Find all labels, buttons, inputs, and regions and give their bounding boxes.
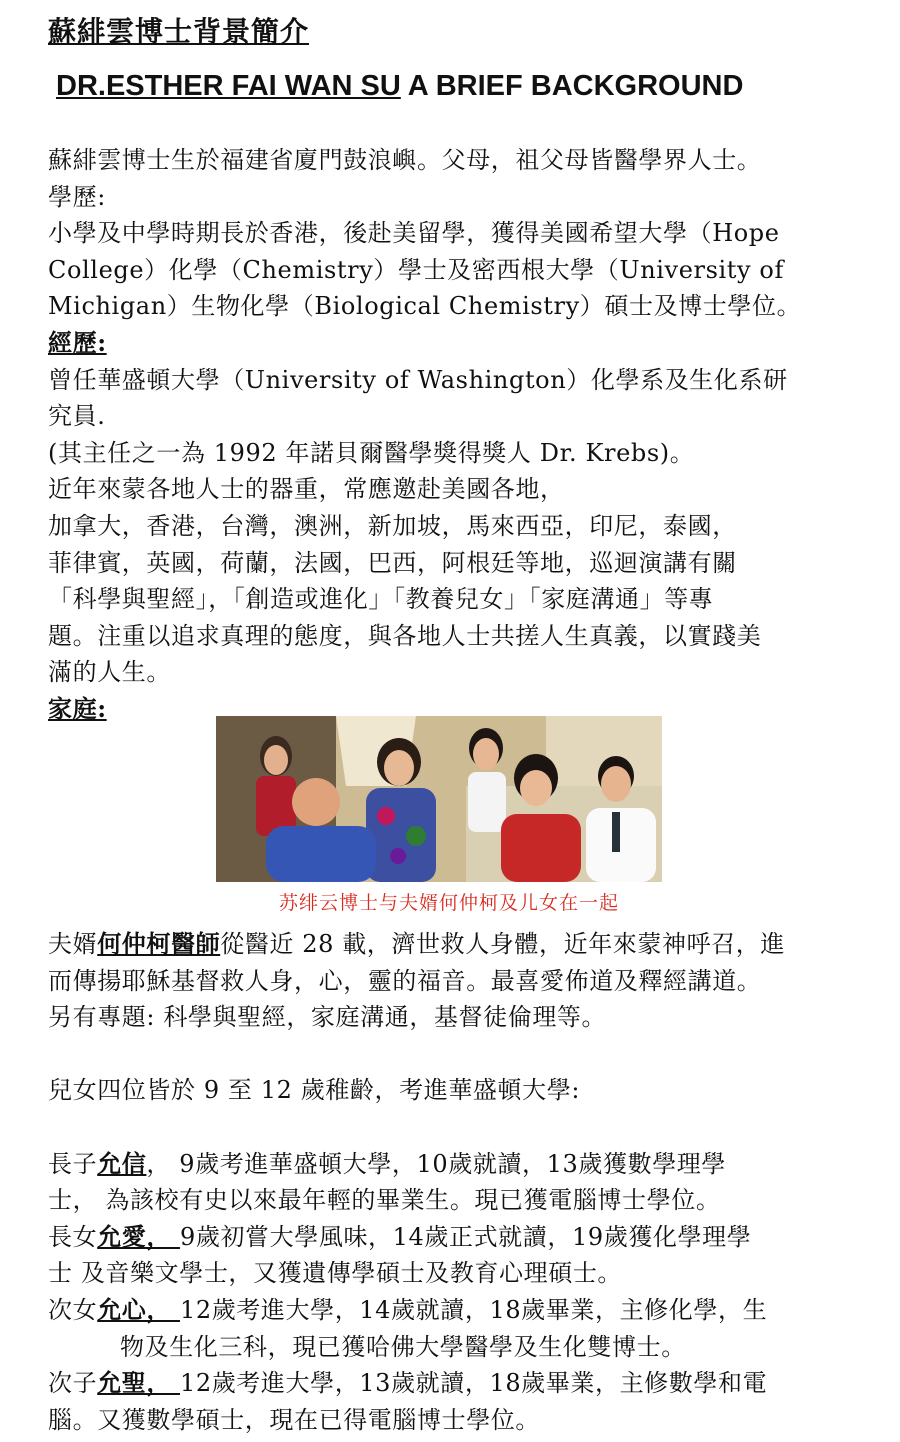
experience-line: 究員. bbox=[48, 402, 106, 431]
husband-name: 何仲柯醫師 bbox=[97, 929, 221, 958]
child-entry-line bbox=[48, 1292, 868, 1329]
child-entry-line bbox=[48, 1219, 868, 1256]
intro-section bbox=[48, 142, 868, 728]
experience-line: (其主任之一為 1992 年諾貝爾醫學獎得獎人 Dr. Krebs)。 bbox=[48, 438, 695, 467]
child-relation: 長女 bbox=[48, 1222, 98, 1251]
education-line-2: College）化學（Chemistry）學士及密西根大學（University of bbox=[48, 255, 784, 284]
child-name: 允愛， bbox=[97, 1221, 180, 1251]
title-rest: A BRIEF BACKGROUND bbox=[400, 70, 744, 102]
husband-prefix: 夫婿 bbox=[48, 930, 98, 958]
family-section bbox=[48, 926, 868, 1438]
husband-line-1 bbox=[48, 926, 868, 963]
intro-line: 蘇緋雲博士生於福建省廈門鼓浪嶼。父母，祖父母皆醫學界人士。 bbox=[48, 146, 762, 174]
child-relation: 次女 bbox=[48, 1295, 98, 1324]
experience-heading: 經歷: bbox=[48, 327, 107, 357]
children-intro: 兒女四位皆於 9 至 12 歲稚齡，考進華盛頓大學: bbox=[48, 1076, 581, 1105]
child-relation: 長子 bbox=[48, 1149, 98, 1178]
child-detail: 12歲考進大學，14歲就讀，18歲畢業，主修化學，生 bbox=[179, 1295, 768, 1324]
experience-line: 菲律賓，英國，荷蘭，法國，巴西，阿根廷等地，巡迴演講有關 bbox=[48, 548, 737, 577]
husband-line-3: 另有專題: 科學與聖經，家庭溝通，基督徒倫理等。 bbox=[48, 1003, 607, 1032]
child-relation: 次子 bbox=[48, 1369, 98, 1398]
page-title-english bbox=[56, 70, 743, 103]
experience-line: 曾任華盛頓大學（University of Washington）化學系及生化系研 bbox=[48, 365, 788, 394]
child-detail: 12歲考進大學，13歲就讀，18歲畢業，主修數學和電 bbox=[179, 1369, 768, 1398]
child-entry-line bbox=[48, 1365, 868, 1402]
husband-line-1-rest: 從醫近 28 載，濟世救人身體，近年來蒙神呼召，進 bbox=[220, 930, 785, 958]
education-line-1: 小學及中學時期長於香港，後赴美留學，獲得美國希望大學（Hope bbox=[48, 219, 780, 248]
child-entry-line bbox=[48, 1146, 868, 1183]
title-name: DR.ESTHER FAI WAN SU bbox=[56, 70, 401, 102]
child-name: 允聖， bbox=[97, 1368, 180, 1398]
child-detail-line: 士 及音樂文學士，又獲遺傳學碩士及教育心理碩士。 bbox=[48, 1259, 623, 1288]
experience-line: 題。注重以追求真理的態度，與各地人士共搓人生真義，以實踐美 bbox=[48, 621, 762, 650]
education-label: 學歷: bbox=[48, 182, 106, 211]
education-line-3: Michigan）生物化學（Biological Chemistry）碩士及博士學位。 bbox=[48, 292, 802, 321]
blank-line bbox=[48, 1109, 868, 1146]
family-heading: 家庭: bbox=[48, 693, 107, 723]
child-name: 允心， bbox=[97, 1294, 180, 1324]
child-separator: ， bbox=[146, 1149, 180, 1178]
family-photo bbox=[216, 716, 662, 882]
photo-caption: 苏绯云博士与夫婿何仲柯及儿女在一起 bbox=[278, 892, 619, 914]
experience-line: 「科學與聖經」，「創造或進化」「教養兒女」「家庭溝通」等專 bbox=[48, 585, 714, 614]
child-name: 允信 bbox=[97, 1148, 147, 1178]
blank-line bbox=[48, 1036, 868, 1073]
family-photo-illustration bbox=[216, 716, 662, 882]
child-detail-line: 腦。又獲數學碩士，現在已得電腦博士學位。 bbox=[48, 1405, 540, 1434]
child-detail-line: 物及生化三科，現已獲哈佛大學醫學及生化雙博士。 bbox=[120, 1332, 686, 1361]
page-title-chinese: 蘇緋雲博士背景簡介 bbox=[48, 15, 310, 48]
child-detail: 9歲初嘗大學風味，14歲正式就讀，19歲獲化學理學 bbox=[179, 1222, 752, 1251]
child-detail-line: 士， 為該校有史以來最年輕的畢業生。現已獲電腦博士學位。 bbox=[48, 1186, 721, 1215]
experience-line: 近年來蒙各地人士的器重，常應邀赴美國各地， bbox=[48, 475, 565, 504]
child-detail: 9歲考進華盛頓大學，10歲就讀，13歲獲數學理學 bbox=[179, 1149, 726, 1178]
experience-line: 加拿大，香港，台灣，澳洲，新加坡，馬來西亞，印尼，泰國， bbox=[48, 511, 737, 540]
experience-line: 滿的人生。 bbox=[48, 658, 171, 687]
husband-line-2: 而傳揚耶穌基督救人身，心，靈的福音。最喜愛佈道及釋經講道。 bbox=[48, 966, 762, 995]
